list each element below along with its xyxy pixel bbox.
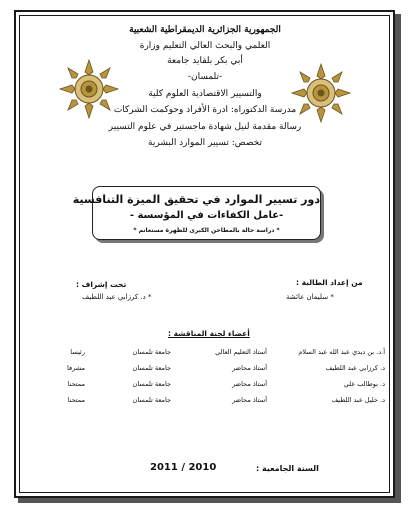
ornamental-emblem-icon xyxy=(58,58,120,120)
supervisor-label: تحت إشراف : xyxy=(76,280,127,289)
faculty-name: والتسيير الاقتصادية العلوم كلية xyxy=(148,89,262,99)
frame-shadow-right xyxy=(395,14,401,502)
committee-row xyxy=(30,380,385,390)
member-university: جامعة تلمسان xyxy=(132,364,171,372)
member-name: د. بوطالب علي xyxy=(343,380,385,388)
city-name: -تلمسان- xyxy=(187,72,223,82)
committee-row xyxy=(30,396,385,406)
member-rank: أستاذ محاضر xyxy=(232,396,267,404)
member-university: جامعة تلمسان xyxy=(132,396,171,404)
republic-name: الجمهورية الجزائرية الديمقراطية الشعبية xyxy=(129,25,281,35)
thesis-purpose: رسالة مقدمة لنيل شهادة ماجستير في علوم التسيير xyxy=(108,122,302,132)
thesis-title-box xyxy=(72,186,321,240)
member-rank: أستاذ التعليم العالي xyxy=(215,348,267,356)
member-rank: أستاذ محاضر xyxy=(232,364,267,372)
academic-year-label: السنة الجامعية : xyxy=(256,464,319,473)
thesis-subtitle: -عامل الكفاءات في المؤسسة - xyxy=(129,210,284,221)
member-rank: أستاذ محاضر xyxy=(232,380,267,388)
member-role: ممتحنا xyxy=(67,380,85,388)
doctoral-school: مدرسة الدكتوراه: ادرة الأفراد وحوكمت الشركات xyxy=(113,105,297,115)
supervisor-name: * د. كرزابي عبد اللطيف xyxy=(82,293,152,301)
member-role: رئيسا xyxy=(70,348,85,356)
student-label: من إعداد الطالبة : xyxy=(296,278,363,287)
committee-row xyxy=(30,364,385,374)
case-study-line: * دراسة حالة بالمطاحن الكبرى للظهرة مستغانم * xyxy=(133,227,280,234)
member-name: د. كرزابي عبد اللطيف xyxy=(325,364,385,372)
member-university: جامعة تلمسان xyxy=(132,348,171,356)
academic-year-value: 2011 / 2010 xyxy=(150,462,217,473)
member-name: أ.د. بن ديدي عبد الله عبد السلام xyxy=(298,348,385,356)
ministry-name: العلمي والبحث العالي التعليم وزارة xyxy=(139,41,271,51)
member-role: ممتحنا xyxy=(67,396,85,404)
student-name: * سليمان عائشة xyxy=(286,293,334,301)
committee-title: أعضاء لجنة المناقشة : xyxy=(168,329,250,338)
committee-row xyxy=(30,348,385,358)
thesis-title: دور تسيير الموارد في تحقيق الميزة التنافسية xyxy=(72,193,320,206)
member-university: جامعة تلمسان xyxy=(132,380,171,388)
university-name: أبي بكر بلقايد جامعة xyxy=(167,56,243,66)
ornamental-emblem-icon xyxy=(290,62,352,124)
member-role: مشرفا xyxy=(67,364,85,372)
frame-shadow-bottom xyxy=(18,498,401,503)
member-name: د. خليل عبد اللطيف xyxy=(331,396,385,404)
specialty: تخصص: تسيير الموارد البشرية xyxy=(148,138,262,148)
